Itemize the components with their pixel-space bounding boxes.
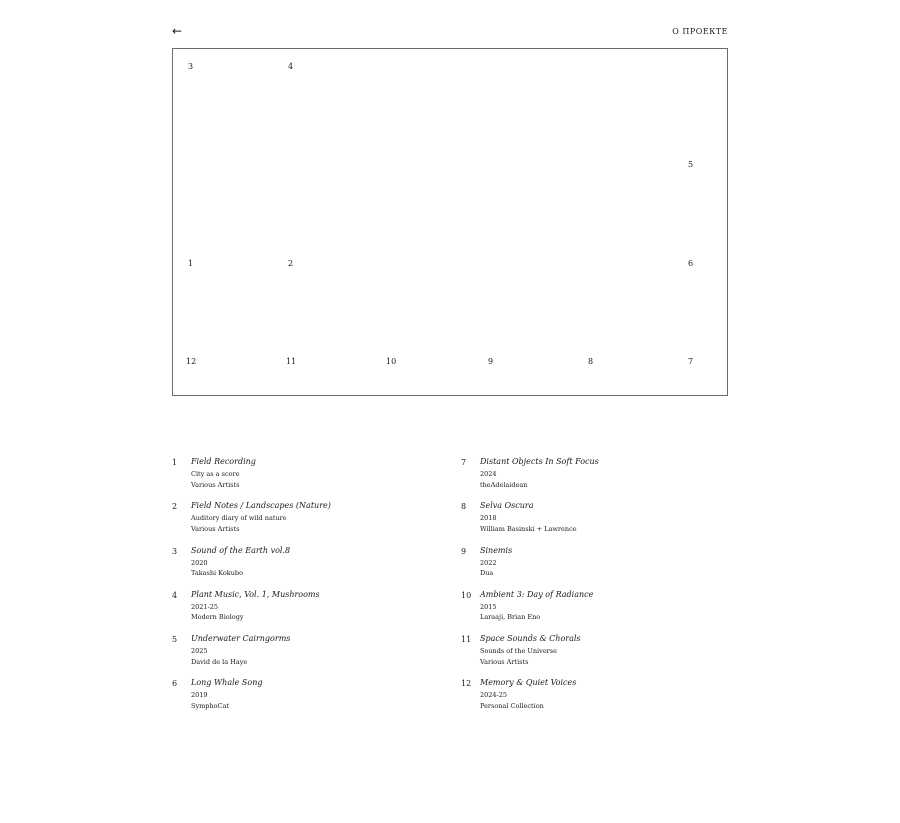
track-title: Sound of the Earth vol.8	[191, 545, 291, 555]
back-arrow-icon[interactable]: ←	[172, 24, 183, 38]
track-title: Memory & Quiet Voices	[480, 678, 577, 688]
track-meta-2: SymphoCat	[191, 701, 230, 710]
track-item[interactable]	[461, 633, 741, 677]
track-item[interactable]	[172, 456, 452, 500]
track-number: 8	[461, 502, 467, 512]
track-meta-2: William Basinski + Lawrence	[480, 524, 577, 533]
track-item[interactable]	[172, 677, 452, 721]
track-meta-1: 2025	[191, 647, 208, 656]
track-meta-1: 2022	[480, 558, 497, 567]
track-number: 10	[461, 590, 472, 600]
track-meta-1: 2020	[191, 558, 208, 567]
track-meta-1: City as a score	[191, 470, 240, 478]
map-node-3[interactable]: 3	[188, 62, 194, 71]
track-meta-1: 2021-25	[191, 602, 219, 611]
track-number: 2	[172, 502, 178, 512]
track-title: Distant Objects In Soft Focus	[480, 457, 599, 466]
map-node-5[interactable]: 5	[688, 160, 694, 169]
track-title: Sinemis	[480, 545, 513, 555]
track-list-left	[172, 456, 452, 722]
track-item[interactable]	[172, 589, 452, 633]
track-map-frame	[172, 48, 728, 396]
map-node-8[interactable]: 8	[588, 357, 594, 366]
track-item[interactable]	[461, 677, 741, 721]
track-meta-1: 2019	[191, 691, 208, 700]
track-item[interactable]	[461, 589, 741, 633]
track-item[interactable]	[461, 500, 741, 544]
track-meta-2: Various Artists	[480, 657, 529, 666]
track-meta-1: 2018	[480, 514, 497, 523]
map-node-11[interactable]: 11	[286, 357, 297, 366]
track-meta-2: Dua	[480, 569, 494, 578]
map-node-6[interactable]: 6	[688, 259, 694, 268]
track-title: Field Recording	[191, 457, 256, 466]
track-meta-2: David de la Haye	[191, 657, 248, 666]
track-title: Ambient 3: Day of Radiance	[480, 589, 594, 599]
track-meta-2: theAdelaidean	[480, 480, 528, 489]
map-node-2[interactable]: 2	[288, 259, 294, 268]
map-node-9[interactable]: 9	[488, 357, 494, 366]
track-title: Space Sounds & Chorals	[480, 634, 581, 644]
track-title: Selva Oscura	[480, 501, 534, 511]
track-number: 12	[461, 679, 472, 689]
track-meta-2: Personal Collection	[480, 701, 544, 710]
track-number: 6	[172, 679, 178, 689]
track-title: Field Notes / Landscapes (Nature)	[191, 501, 331, 511]
map-node-12[interactable]: 12	[186, 357, 197, 366]
track-number: 9	[461, 546, 467, 556]
track-number: 3	[172, 546, 178, 556]
track-title: Plant Music, Vol. 1, Mushrooms	[191, 589, 320, 599]
track-item[interactable]	[461, 456, 741, 500]
map-node-10[interactable]: 10	[386, 357, 397, 366]
track-meta-1: Auditory diary of wild nature	[191, 514, 287, 523]
map-node-1[interactable]: 1	[188, 259, 194, 268]
track-item[interactable]	[172, 545, 452, 589]
map-node-7[interactable]: 7	[688, 357, 694, 366]
track-meta-1: 2015	[480, 602, 497, 611]
track-item[interactable]	[172, 500, 452, 544]
track-title: Long Whale Song	[191, 678, 263, 688]
track-list-right	[461, 456, 741, 722]
track-number: 4	[172, 590, 178, 600]
track-item[interactable]	[461, 545, 741, 589]
track-meta-1: Sounds of the Universe	[480, 647, 557, 656]
track-title: Underwater Cairngorms	[191, 634, 291, 644]
track-meta-2: Modern Biology	[191, 613, 244, 622]
track-meta-2: Various Artists	[191, 524, 240, 533]
track-number: 5	[172, 635, 178, 645]
about-project-link[interactable]: О ПРОЕКТЕ	[672, 27, 728, 36]
track-item[interactable]	[172, 633, 452, 677]
track-meta-2: Laraaji, Brian Eno	[480, 613, 541, 622]
track-number: 1	[172, 458, 178, 467]
track-number: 11	[461, 635, 472, 645]
track-meta-1: 2024-25	[480, 691, 508, 700]
track-meta-2: Various Artists	[191, 480, 240, 489]
map-node-4[interactable]: 4	[288, 62, 294, 71]
track-meta-1: 2024	[480, 470, 497, 478]
track-meta-2: Takashi Kokubo	[191, 569, 243, 578]
track-number: 7	[461, 458, 467, 467]
